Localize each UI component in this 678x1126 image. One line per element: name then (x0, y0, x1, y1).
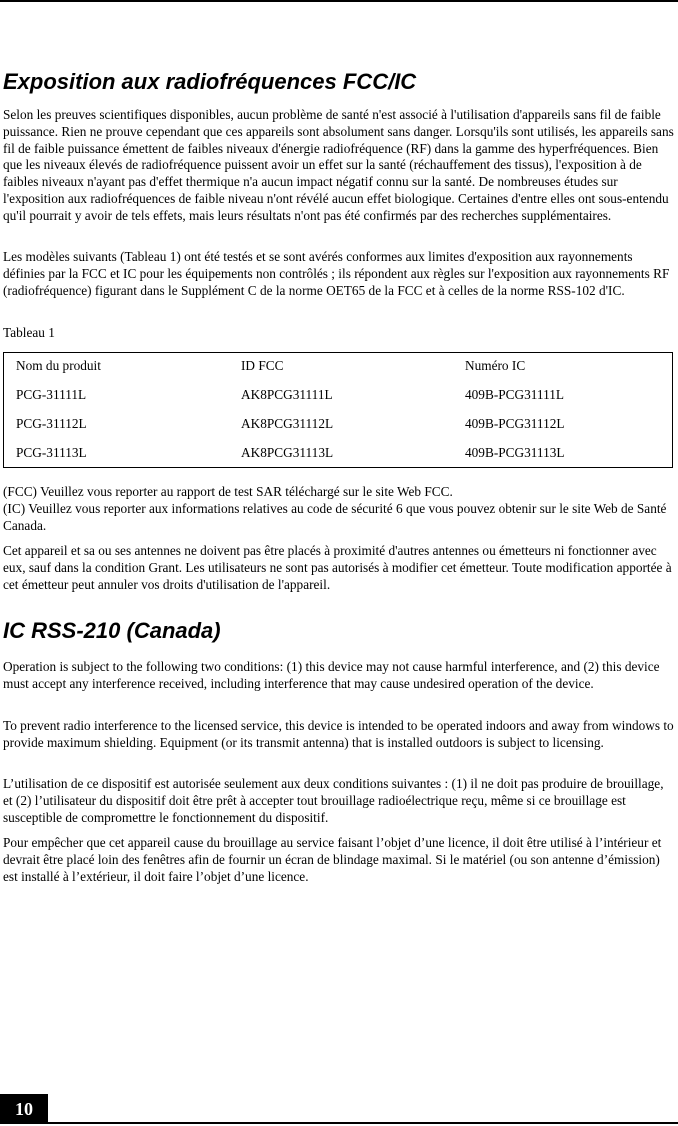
table-header-cell: ID FCC (241, 358, 284, 373)
table-row (4, 386, 672, 404)
table-cell: 409B-PCG31111L (465, 387, 564, 402)
fcc-paragraph-3: Cet appareil et sa ou ses antennes ne doivent pas être placés à proximité d'autres antennes ou émetteurs ni fonctionner avec eux, sauf dans la condition Grant. Les utilisateurs ne sont pas autorisés à modifier cet émetteur. Toute modification apportée à cet émetteur peut annuler vos droits d'utilisation de l'appareil. (3, 543, 672, 592)
table-caption: Tableau 1 (3, 325, 55, 340)
table-row (4, 415, 672, 433)
table-header-row (4, 357, 672, 375)
table-cell: AK8PCG31112L (241, 416, 334, 431)
fcc-paragraph-2: Les modèles suivants (Tableau 1) ont été testés et se sont avérés conformes aux limites d'exposition aux rayonnements définies par la FCC et IC pour les équipements non contrôlés ; ils répondent aux règles sur l'exposition aux rayonnements RF (radiofréquence) figurant dans le Supplément C de la norme OET65 de la FCC et à celles de la norme RSS-102 d'IC. (3, 249, 670, 298)
table-cell: AK8PCG31111L (241, 387, 333, 402)
ic-paragraph-2: To prevent radio interference to the licensed service, this device is intended to be operated indoors and away from windows to provide maximum shielding. Equipment (or its transmit antenna) that is installed outdoors is subject to licensing. (3, 718, 674, 750)
fcc-paragraph-1: Selon les preuves scientifiques disponibles, aucun problème de santé n'est associé à l'utilisation d'appareils sans fil de faible puissance. Rien ne prouve cependant que ces appareils sont absolument sans danger. Lorsqu'ils sont utilisés, les appareils sans fil de faible puissance émettent de faibles niveaux d'énergie radiofréquence (RF) dans la gamme des hyperfréquences. Bien que les niveaux élevés de radiofréquence puissent avoir un effet sur la santé (réchauffement des tissus), l'exposition à de faibles niveaux n'ayant pas d'effet thermique n'a aucun impact négatif connu sur la santé. De nombreuses études sur l'exposition aux radiofréquences de faible niveau n'ont révélé aucun effet biologique. Certaines d'entre elles ont sous-entendu qu'il pourrait y avoir de tels effets, mais leurs résultats n'ont pas été confirmés par des recherches supplémentaires. (3, 107, 674, 223)
table-header-cell: Numéro IC (465, 358, 526, 373)
ic-paragraph-4: Pour empêcher que cet appareil cause du brouillage au service faisant l’objet d’une licence, il doit être utilisé à l’intérieur et devrait être placé loin des fenêtres afin de fournir un écran de blindage maximal. Si le matériel (ou son antenne d’émission) est installé à l’extérieur, il doit faire l’objet d’une licence. (3, 835, 662, 884)
models-table (3, 352, 673, 468)
table-cell: 409B-PCG31113L (465, 445, 565, 460)
table-cell: PCG-31111L (16, 387, 87, 402)
note-ic: (IC) Veuillez vous reporter aux informations relatives au code de sécurité 6 que vous pouvez obtenir sur le site Web de Santé Canada. (3, 501, 667, 533)
top-rule (0, 0, 678, 2)
section-title-fcc: Exposition aux radiofréquences FCC/IC (3, 69, 417, 94)
table-row (4, 444, 672, 462)
table-cell: AK8PCG31113L (241, 445, 334, 460)
table-cell: PCG-31112L (16, 416, 87, 431)
bottom-rule (48, 1122, 678, 1124)
table-cell: PCG-31113L (16, 445, 87, 460)
section-title-ic: IC RSS-210 (Canada) (3, 618, 221, 643)
ic-paragraph-1: Operation is subject to the following two conditions: (1) this device may not cause harmful interference, and (2) this device must accept any interference received, including interference that may cause undesired operation of the device. (3, 659, 660, 691)
page-number: 10 (0, 1094, 48, 1124)
ic-paragraph-3: L’utilisation de ce dispositif est autorisée seulement aux deux conditions suivantes : (1) il ne doit pas produire de brouillage, et (2) l’utilisateur du dispositif doit être prêt à accepter tout brouillage radioélectrique reçu, même si ce brouillage est susceptible de compromettre le fonctionnement du dispositif. (3, 776, 664, 825)
table-header-cell: Nom du produit (16, 358, 101, 373)
note-fcc: (FCC) Veuillez vous reporter au rapport de test SAR téléchargé sur le site Web FCC. (3, 484, 453, 499)
table-cell: 409B-PCG31112L (465, 416, 565, 431)
